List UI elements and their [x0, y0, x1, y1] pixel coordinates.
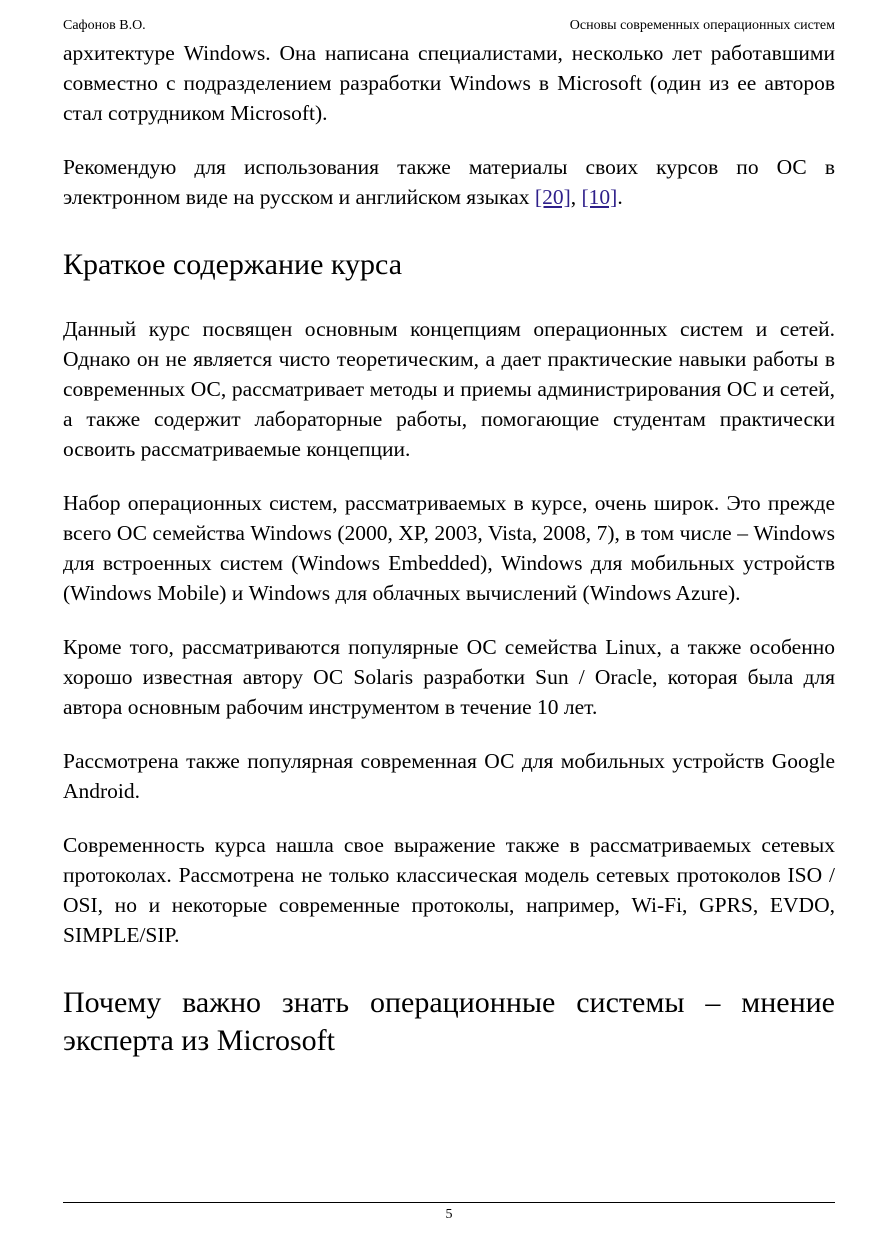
- section-heading-course-summary: Краткое содержание курса: [63, 248, 403, 281]
- citation-link-10[interactable]: [10]: [581, 185, 618, 209]
- citation-link-20[interactable]: [20]: [534, 185, 571, 209]
- page-number: 5: [445, 1207, 453, 1222]
- paragraph-android: Рассмотрена также популярная современная ОС для мобильных устройств Google Android.: [63, 749, 835, 803]
- recommendation-end: .: [617, 185, 623, 209]
- header-author: Сафонов В.О.: [63, 18, 146, 33]
- footer-divider: [63, 1202, 835, 1203]
- recommendation-text: Рекомендую для использования также материалы своих курсов по ОС в электронном виде на русском и английском языках: [63, 155, 835, 209]
- paragraph-windows-book: архитектуре Windows. Она написана специалистами, несколько лет работавшими совместно с подразделением разработки Windows в Microsoft (один из ее авторов стал сотрудником Microsoft).: [63, 41, 835, 125]
- paragraph-linux-solaris: Кроме того, рассматриваются популярные ОС семейства Linux, а также особенно хорошо известная автору ОС Solaris разработки Sun / Oracle, которая была для автора основным рабочим инструментом в течение 10 лет.: [63, 635, 835, 719]
- document-page: [63, 0, 835, 1241]
- paragraph-recommendation: [63, 152, 835, 212]
- paragraph-os-set: Набор операционных систем, рассматриваемых в курсе, очень широк. Это прежде всего ОС семейства Windows (2000, XP, 2003, Vista, 2008, 7), в том числе – Windows для встроенных систем (Windows Embedded), Windows для мобильных устройств (Windows Mobile) и Windows для облачных вычислений (Windows Azure).: [63, 491, 835, 605]
- body-content: [63, 38, 835, 1090]
- section-heading-why-os-matters: Почему важно знать операционные системы – мнение эксперта из Microsoft: [63, 986, 835, 1057]
- paragraph-network-protocols: Современность курса нашла свое выражение также в рассматриваемых сетевых протоколах. Рассмотрена не только классическая модель сетевых протоколов ISO / OSI, но и некоторые современные протоколы, например, Wi-Fi, GPRS, EVDO, SIMPLE/SIP.: [63, 833, 835, 947]
- paragraph-course-intro: Данный курс посвящен основным концепциям операционных систем и сетей. Однако он не является чисто теоретическим, а дает практические навыки работы в современных ОС, рассматривает методы и приемы администрирования ОС и сетей, а также содержит лабораторные работы, помогающие студентам практически освоить рассматриваемые концепции.: [63, 317, 835, 461]
- header-book-title: Основы современных операционных систем: [569, 18, 835, 33]
- citation-separator: ,: [570, 185, 582, 209]
- running-header: [63, 16, 835, 36]
